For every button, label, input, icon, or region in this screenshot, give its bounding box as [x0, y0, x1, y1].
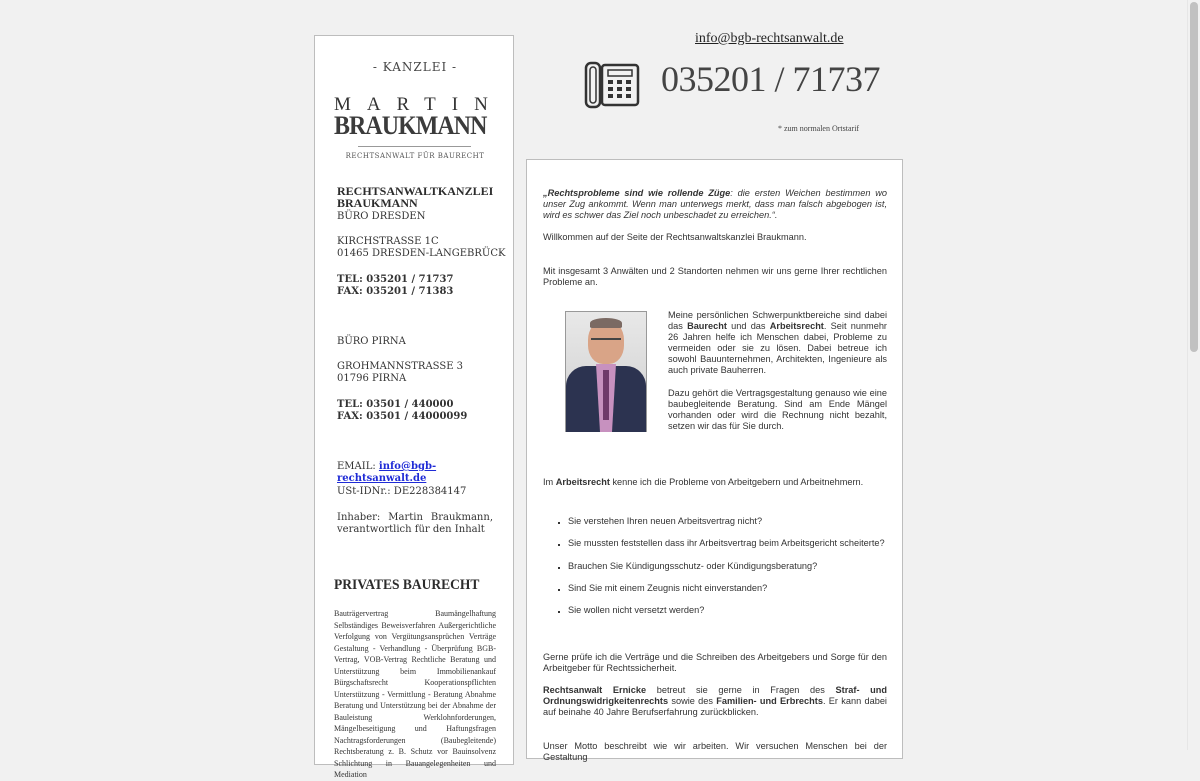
sidebar-email-link[interactable]: info@bgb-rechtsanwalt.de [337, 461, 437, 484]
logo-last-name: BRAUKMANN [334, 111, 487, 140]
main-content [526, 159, 903, 762]
office-pirna-tel: TEL: 03501 / 440000 [337, 399, 454, 410]
logo-first-name: MARTIN [334, 94, 504, 115]
phone-icon [584, 62, 640, 108]
check-paragraph: Gerne prüfe ich die Verträge und die Schreiben des Arbeitgebers und Sorge für den Arbeitgeber für Rechtssicherheit. [543, 652, 887, 673]
focus-baurecht: Baurecht [687, 321, 727, 331]
ernicke-text-b: sowie des [668, 696, 717, 706]
arbeits-bold: Arbeitsrecht [555, 477, 610, 487]
office-dresden-street: KIRCHSTRASSE 1C [337, 236, 439, 247]
intro-quote [543, 188, 887, 221]
page-scrollbar[interactable] [1187, 0, 1200, 750]
ernicke-text-c: . Er kann dabei auf beinahe 40 Jahre Berufserfahrung zurückblicken. [543, 696, 887, 717]
section-heading-privates-baurecht: PRIVATES BAURECHT [334, 577, 480, 593]
logo-subtitle: RECHTSANWALT FÜR BAURECHT [345, 152, 485, 160]
inhaber-text: Inhaber: Martin Braukmann, verantwortlich für den Inhalt [337, 512, 493, 535]
photo-tie [603, 370, 609, 420]
welcome-text: Willkommen auf der Seite der Rechtsanwaltskanzlei Braukmann. [543, 232, 807, 242]
logo-kanzlei: - KANZLEI - [372, 60, 458, 74]
question-item: ▪ Sind Sie mit einem Zeugnis nicht einverstanden? [568, 583, 912, 605]
scrollbar-thumb[interactable] [1190, 2, 1198, 352]
arbeitsrecht-intro [543, 477, 887, 488]
ernicke-text-a: betreut sie gerne in Fragen des [646, 685, 836, 695]
sidebar-email-row [337, 461, 513, 485]
ernicke-paragraph [543, 685, 887, 718]
office-pirna-city: 01796 PIRNA [337, 373, 407, 384]
header-phone-number: 035201 / 71737 [661, 59, 881, 99]
focus-paragraph-1 [668, 310, 887, 376]
section-text-privates-baurecht: Bauträgervertrag Baumängelhaftung Selbständiges Beweisverfahren Außergerichtliche Verfolgung von Vergütungsansprüchen Verträge Gestaltung - Verhandlung - Überprüfung BGB-Vertrag, VOB-Vertrag Rechtliche Beratung und Unterstützung beim Immobilienankauf Bürgschaftsrecht Kooperationspflichten Unterstützung - Vermittlung - Beratung Abnahme Beratung und Unterstützung bei der Abnahme der Bauleistung Werklohnforderungen, Mängelbeseitigung und Haftungsfragen Nachtragsforderungen (Baubegleitende) Rechtsberatung z. B. Schutz vor Bauinsolvenz Schlichtung in Bauangelegenheiten und Mediation [334, 609, 496, 779]
ust-id: USt-IDNr.: DE228384147 [337, 486, 467, 497]
office-dresden-tel: TEL: 035201 / 71737 [337, 274, 454, 285]
firm-name: RECHTSANWALTKANZLEI BRAUKMANN [337, 184, 494, 210]
email-label: EMAIL: [337, 461, 376, 472]
questions-list [543, 516, 912, 627]
office-dresden-label: BÜRO DRESDEN [337, 211, 426, 222]
quote-rest: : die ersten Weichen bestimmen wo unser Zug ankommt. Wenn man unterwegs merkt, dass man falsch abgebogen ist, wird es schwer das Ziel noch unbeschadet zu erreichen.“. [543, 188, 887, 220]
tarif-note: * zum normalen Ortstarif [778, 124, 860, 133]
office-dresden-city: 01465 DRESDEN-LANGEBRÜCK [337, 248, 506, 259]
focus-arbeitsrecht: Arbeitsrecht [769, 321, 824, 331]
motto-paragraph: Unser Motto beschreibt wie wir arbeiten. Wir versuchen Menschen bei der Gestaltung [543, 741, 887, 762]
question-item: ▪ Sie verstehen Ihren neuen Arbeitsvertrag nicht? [568, 516, 912, 538]
arbeits-text-b: kenne ich die Probleme von Arbeitgebern und Arbeitnehmern. [609, 477, 864, 487]
question-item: ▪ Brauchen Sie Kündigungsschutz- oder Kündigungsberatung? [568, 561, 912, 583]
office-pirna-fax: FAX: 03501 / 44000099 [337, 411, 468, 422]
sidebar [314, 35, 514, 779]
arbeits-text-a: Im [543, 477, 556, 487]
logo-divider [358, 146, 471, 147]
ernicke-strafrecht: Straf- und Ordnungswidrigkeitenrechts [543, 685, 887, 706]
focus-text-a: Meine persönlichen Schwerpunktbereiche sind dabei das [668, 310, 887, 331]
question-item: ▪ Sie mussten feststellen dass ihr Arbeitsvertrag beim Arbeitsgericht scheiterte? [568, 538, 912, 560]
focus-text-c: . Seit nunmehr 26 Jahren helfe ich Menschen dabei, Probleme zu vermeiden oder sie zu lösen. Dabei betreue ich sowohl Bauunternehmen, Architekten, Ingenieure als auch private Bauherren. [668, 321, 887, 375]
ernicke-familienrecht: Familien- und Erbrechts [716, 696, 823, 706]
ernicke-name: Rechtsanwalt Ernicke [543, 685, 647, 695]
question-item: ▪ Sie wollen nicht versetzt werden? [568, 605, 912, 627]
focus-paragraph-2: Dazu gehört die Vertragsgestaltung genauso wie eine baubegleitende Beratung. Sind am Ende Mängel vorhanden oder wird die Rechnung nicht bezahlt, setzen wir das für Sie durch. [668, 388, 887, 431]
office-dresden-fax: FAX: 035201 / 71383 [337, 286, 454, 297]
office-pirna-label: BÜRO PIRNA [337, 336, 406, 347]
header-email-link[interactable]: info@bgb-rechtsanwalt.de [695, 31, 844, 46]
office-pirna-street: GROHMANNSTRASSE 3 [337, 361, 464, 372]
focus-text-b: und das [726, 321, 770, 331]
photo-glasses [591, 338, 621, 346]
quote-lead: „Rechtsprobleme sind wie rollende Züge [543, 188, 731, 198]
lawyer-photo [565, 311, 647, 432]
photo-hair [590, 318, 622, 328]
intro-text: Mit insgesamt 3 Anwälten und 2 Standorten nehmen wir uns gerne Ihrer rechtlichen Probleme an. [543, 266, 887, 287]
